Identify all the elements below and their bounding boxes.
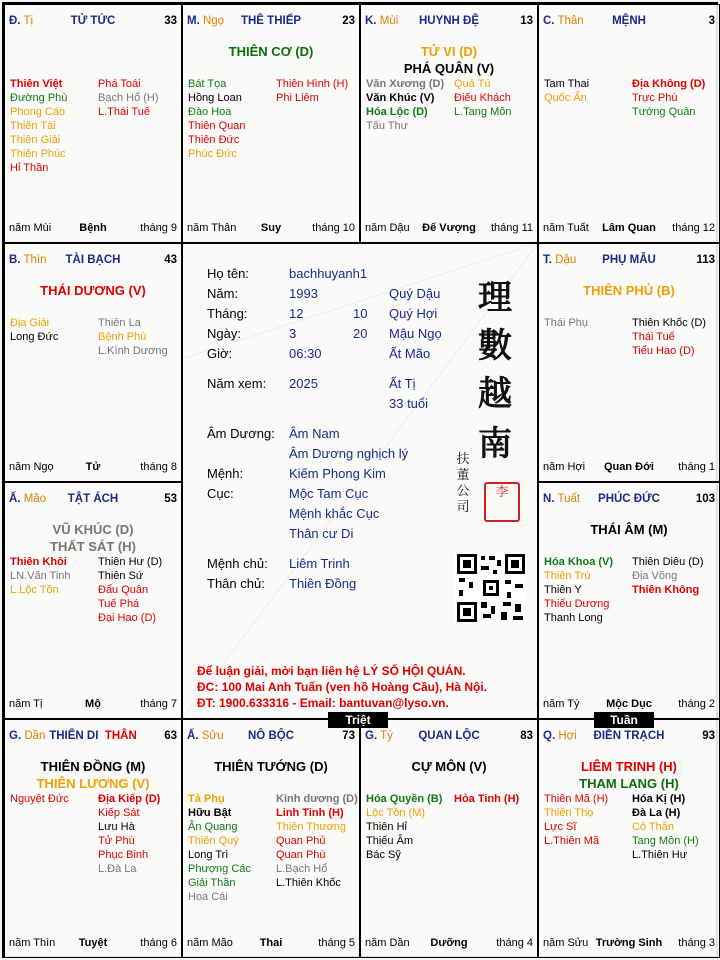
minor-star: Quả Tú (454, 78, 491, 90)
minor-star: Ân Quang (188, 821, 238, 833)
minor-star: Thiên Trù (544, 570, 591, 582)
main-star: THAM LANG (H) (579, 776, 679, 791)
minor-star: Phong Cáo (10, 106, 66, 118)
calligraphy-char-2: 數 (478, 326, 512, 366)
minor-star: Tam Thai (544, 78, 590, 90)
minor-star: Long Trì (188, 849, 229, 861)
minor-star: Thiếu Âm (366, 835, 414, 847)
view-year-can: Ất Tị (389, 376, 416, 391)
minor-star: Thiên Phúc (10, 148, 66, 160)
palace-month: tháng 3 (678, 937, 715, 949)
palace-name: ĐIỀN TRẠCH (593, 730, 665, 742)
palace-year: năm Tị (9, 698, 43, 710)
cuc-relation: Mệnh khắc Cục (289, 506, 380, 521)
palace-branch: N. Tuất (543, 493, 581, 505)
palace-name: THÊ THIẾP (240, 15, 302, 27)
palace-month: tháng 5 (318, 937, 355, 949)
minor-star: Tử Phù (98, 835, 135, 847)
minor-stars-right (276, 792, 358, 890)
hour-can: Ất Mão (389, 346, 431, 361)
minor-star: Thiên La (98, 317, 141, 329)
minor-stars-left (10, 316, 58, 344)
palace-number: 43 (164, 254, 177, 266)
minor-star: Kiếp Sát (98, 807, 140, 819)
day-can: Mậu Ngọ (389, 326, 442, 341)
main-stars (539, 282, 719, 299)
vertical-char-4: 司 (456, 500, 470, 515)
main-star: THIÊN CƠ (D) (228, 44, 314, 59)
main-stars (183, 758, 359, 775)
minor-stars-left (544, 555, 613, 625)
minor-star: Tả Phụ (188, 793, 225, 805)
minor-star: Nguyệt Đức (10, 793, 69, 805)
minor-star: Bệnh Phù (98, 331, 147, 343)
palace-month: tháng 7 (140, 698, 177, 710)
minor-star: Thiên Sứ (98, 570, 144, 582)
minor-star: Thiên Mã (H) (544, 793, 609, 805)
minor-star: Đường Phù (10, 92, 68, 104)
minor-star: Thiên Khốc (D) (632, 317, 706, 329)
palace-name: QUAN LỘC (418, 730, 480, 742)
main-stars (5, 282, 181, 299)
palace-stage: Tuyệt (78, 937, 108, 949)
minor-star: Địa Không (D) (632, 78, 706, 90)
minor-stars-right (98, 555, 162, 625)
name-label: Họ tên: (207, 266, 249, 281)
contact-line-3: ĐT: 1900.633316 - Email: bantuvan@lyso.vn. (197, 696, 449, 710)
palace-year: năm Mùi (9, 222, 52, 234)
palace-year: năm Mão (187, 937, 233, 949)
palace-branch: G. Dần (9, 730, 46, 742)
palace-month: tháng 9 (140, 222, 177, 234)
palace-stage: Thai (259, 937, 283, 949)
amduong-relation: Âm Dương nghịch lý (289, 446, 409, 461)
palace-name: NÔ BỘC (248, 730, 294, 742)
main-stars (539, 758, 719, 792)
day-label: Ngày: (207, 326, 241, 341)
palace-number: 113 (696, 254, 715, 266)
main-star: THIÊN PHỦ (B) (583, 283, 675, 298)
minor-star: L.Thiên Mã (544, 835, 600, 847)
palace-number: 23 (342, 15, 355, 27)
main-star: TỬ VI (D) (420, 44, 478, 59)
than-cu: Thân cư Di (289, 526, 354, 541)
palace-branch: K. Mùi (365, 15, 399, 27)
amduong-value: Âm Nam (289, 426, 340, 441)
palace-year: năm Ngọ (9, 461, 54, 473)
year-value: 1993 (289, 286, 318, 301)
minor-star: Hỏa Tinh (H) (454, 793, 520, 805)
minor-star: Tang Môn (H) (632, 835, 699, 847)
palace-stage: Suy (260, 222, 282, 234)
minor-star: Quan Phủ (276, 835, 326, 847)
palace-number: 93 (702, 730, 715, 742)
minor-star: Lưu Hà (98, 821, 135, 833)
view-year-value: 2025 (289, 376, 318, 391)
palace-branch: C. Thân (543, 15, 584, 27)
calligraphy-char-4: 南 (478, 424, 512, 464)
minor-stars-left (366, 77, 444, 133)
minor-star: Lộc Tồn (M) (366, 807, 426, 819)
minor-stars-right (632, 316, 706, 358)
palace-quy-hoi (538, 719, 720, 958)
minor-star: Đẩu Quân (98, 584, 149, 596)
main-star: THÁI DƯƠNG (V) (40, 283, 146, 298)
minor-star: Thiên Y (544, 584, 582, 596)
main-stars (183, 43, 359, 60)
main-star: THIÊN ĐỒNG (M) (40, 759, 146, 774)
minor-star: Hóa Lộc (D) (366, 106, 428, 118)
minor-stars-left (544, 77, 589, 105)
palace-name: TÀI BẠCH (65, 254, 121, 266)
palace-name: PHỤ MẪU (602, 254, 656, 266)
minor-star: Hỉ Thần (10, 162, 49, 174)
palace-year: năm Dậu (365, 222, 410, 234)
main-star: THIÊN TƯỚNG (D) (214, 759, 328, 774)
main-star: THẤT SÁT (H) (50, 539, 136, 554)
cuc-value: Mộc Tam Cục (289, 486, 369, 501)
palace-ky-mui (360, 4, 538, 243)
palace-number: 103 (695, 493, 715, 505)
minor-star: Thái Tuế (632, 331, 675, 343)
palace-name: MỆNH (612, 15, 646, 27)
tuan-tag: Tuần (594, 712, 654, 728)
palace-giap-ty (360, 719, 538, 958)
minor-stars-left (10, 77, 67, 175)
year-label: Năm: (207, 286, 239, 301)
palace-binh-thin (4, 243, 182, 482)
palace-giap-dan (4, 719, 182, 958)
hour-label: Giờ: (207, 346, 233, 361)
menh-label: Mệnh: (207, 466, 244, 481)
palace-name: THIÊN DI THÂN (49, 730, 137, 742)
day-lunar: 20 (353, 326, 368, 341)
minor-stars-left (10, 555, 71, 597)
main-star: VŨ KHÚC (D) (52, 522, 134, 537)
main-star: CỰ MÔN (V) (411, 759, 487, 774)
main-stars (5, 758, 181, 792)
palace-branch: T. Dậu (543, 254, 577, 266)
minor-star: Đào Hoa (188, 106, 232, 118)
minor-star: Thiên Thọ (544, 807, 594, 819)
month-lunar: 10 (353, 306, 368, 321)
palace-mau-ngo (182, 4, 360, 243)
palace-at-suu (182, 719, 360, 958)
horoscope-chart (2, 2, 718, 958)
palace-year: năm Thân (187, 222, 237, 234)
palace-stage: Mộ (85, 698, 101, 710)
palace-nham-tuat (538, 482, 720, 719)
palace-stage: Lâm Quan (602, 222, 656, 234)
main-stars (361, 43, 537, 77)
palace-stage: Quan Đới (604, 461, 654, 473)
minor-star: Bác Sỹ (366, 849, 401, 861)
palace-stage: Trường Sinh (595, 937, 663, 949)
palace-name: TẬT ÁCH (67, 493, 119, 505)
minor-stars-right (276, 77, 348, 105)
minor-stars-left (544, 316, 588, 330)
vertical-char-1: 扶 (456, 452, 470, 467)
minor-star: Thiếu Dương (544, 598, 610, 610)
minor-star: Thanh Long (544, 612, 603, 624)
palace-month: tháng 4 (496, 937, 533, 949)
minor-star: Hóa Khoa (V) (544, 556, 614, 568)
view-year-label: Năm xem: (207, 376, 267, 391)
minor-star: Long Đức (10, 331, 59, 343)
minor-star: L.Kình Dương (98, 345, 168, 357)
palace-dau-ti (4, 4, 182, 243)
palace-year: năm Tuất (543, 222, 589, 234)
minor-star: Phục Binh (98, 849, 149, 861)
than-chu-value: Thiên Đồng (289, 576, 357, 591)
minor-stars-right (454, 77, 511, 119)
main-stars (361, 758, 537, 775)
minor-star: L.Thiên Hư (632, 849, 688, 861)
minor-star: Phá Toái (98, 78, 141, 90)
minor-star: L.Bạch Hổ (276, 863, 328, 875)
minor-stars-right (98, 316, 168, 358)
palace-stage: Bệnh (79, 222, 107, 234)
minor-star: LN.Văn Tinh (10, 570, 71, 582)
minor-stars-right (98, 77, 159, 119)
palace-year: năm Sửu (543, 937, 589, 949)
palace-stage: Dưỡng (430, 937, 468, 949)
minor-stars-left (10, 792, 69, 806)
amduong-label: Âm Dương: (207, 426, 275, 441)
minor-star: Phi Liêm (276, 92, 319, 104)
palace-at-mao (4, 482, 182, 719)
qr-code (455, 552, 527, 624)
palace-stage: Đế Vượng (422, 222, 476, 234)
main-stars (5, 521, 181, 555)
main-star: THÁI ÂM (M) (590, 522, 668, 537)
palace-month: tháng 8 (140, 461, 177, 473)
contact-line-1: Để luận giải, mời bạn liên hệ LÝ SỐ HỘI QUÁN. (197, 664, 466, 678)
month-can: Quý Hợi (389, 306, 438, 321)
palace-name: PHÚC ĐỨC (598, 493, 660, 505)
minor-star: Phúc Đức (188, 148, 237, 160)
minor-star: Hoa Cái (188, 891, 228, 903)
minor-star: Tướng Quân (632, 106, 696, 118)
minor-star: Kình dương (D) (276, 793, 358, 805)
minor-star: Thiên Hình (H) (276, 78, 349, 90)
palace-year: năm Thìn (9, 937, 56, 949)
minor-star: L.Lộc Tồn (10, 584, 59, 596)
main-star: LIÊM TRINH (H) (580, 759, 678, 774)
than-marker: THÂN (104, 730, 137, 742)
red-seal: 李 (484, 482, 520, 522)
minor-star: Thiên Không (632, 584, 700, 596)
palace-number: 63 (164, 730, 177, 742)
minor-star: Đà La (H) (632, 807, 681, 819)
palace-number: 3 (708, 15, 715, 27)
contact-line-2: ĐC: 100 Mai Anh Tuấn (ven hồ Hoàng Cầu), Hà Nội. (197, 680, 488, 694)
minor-stars-right (632, 77, 705, 119)
minor-stars-left (366, 792, 442, 862)
minor-star: Thiên Giải (10, 134, 61, 146)
month-label: Tháng: (207, 306, 248, 321)
calligraphy-char-1: 理 (478, 278, 512, 318)
palace-branch: Q. Hợi (543, 730, 577, 742)
minor-star: Tấu Thư (366, 120, 409, 132)
minor-star: Văn Xương (D) (366, 78, 445, 90)
minor-stars-left (544, 792, 608, 848)
calligraphy-char-3: 越 (478, 374, 512, 414)
vertical-char-2: 董 (456, 468, 470, 483)
palace-canh-than (538, 4, 720, 243)
palace-number: 53 (164, 493, 177, 505)
menh-chu-label: Mệnh chủ: (207, 556, 268, 571)
minor-star: L.Thái Tuế (98, 106, 150, 118)
minor-star: Trực Phù (632, 92, 678, 104)
palace-stage: Tử (85, 461, 101, 473)
palace-branch: M. Ngọ (187, 15, 225, 27)
minor-star: Hồng Loan (188, 92, 242, 104)
minor-star: Quan Phù (276, 849, 326, 861)
minor-star: Địa Kiếp (D) (98, 793, 161, 805)
palace-tan-dau (538, 243, 720, 482)
minor-star: Thiên Đức (188, 134, 240, 146)
palace-branch: Đ. Tị (9, 15, 34, 27)
day-value: 3 (289, 326, 297, 341)
palace-year: năm Tý (543, 698, 580, 710)
minor-star: Bạch Hổ (H) (98, 92, 159, 104)
minor-star: Hóa Quyền (B) (366, 793, 443, 805)
palace-name: HUYNH ĐỆ (418, 15, 480, 27)
palace-branch: Ấ. Mão (9, 493, 47, 505)
minor-star: Thiên Khôi (10, 556, 67, 568)
palace-month: tháng 10 (312, 222, 355, 234)
palace-branch: G. Tý (365, 730, 393, 742)
minor-star: Giải Thần (188, 877, 236, 889)
palace-name: TỬ TỨC (70, 15, 116, 27)
palace-month: tháng 6 (140, 937, 177, 949)
minor-star: L.Thiên Khốc (276, 877, 341, 889)
cuc-label: Cục: (207, 486, 234, 501)
palace-month: tháng 11 (490, 222, 533, 234)
center-info-panel (182, 243, 538, 719)
minor-star: Điếu Khách (454, 92, 511, 104)
minor-stars-right (632, 792, 699, 862)
minor-star: Lực Sĩ (544, 821, 577, 833)
minor-star: Thiên Việt (10, 78, 63, 90)
minor-star: Linh Tinh (H) (276, 807, 344, 819)
minor-star: Đại Hao (D) (98, 612, 157, 624)
minor-star: Hóa Kị (H) (632, 793, 686, 805)
minor-star: Tiểu Hao (D) (632, 345, 695, 357)
minor-stars-right (632, 555, 704, 597)
palace-number: 33 (164, 15, 177, 27)
vertical-char-3: 公 (456, 484, 470, 499)
main-star: PHÁ QUÂN (V) (403, 61, 495, 76)
minor-star: Hữu Bật (188, 807, 232, 819)
minor-star: Thiên Hư (D) (98, 556, 163, 568)
minor-star: Cô Thần (632, 821, 674, 833)
palace-branch: Ấ. Sửu (187, 730, 224, 742)
minor-stars-right (98, 792, 160, 876)
vertical-text (455, 452, 471, 516)
minor-star: Thiên Tài (10, 120, 56, 132)
minor-star: Thiên Quý (188, 835, 239, 847)
name-value: bachhuyanh1 (289, 266, 368, 281)
palace-year: năm Dần (365, 937, 410, 949)
palace-month: tháng 2 (678, 698, 715, 710)
palace-branch: B. Thìn (9, 254, 47, 266)
palace-year: năm Hợi (543, 461, 586, 473)
minor-star: Phượng Các (188, 863, 251, 875)
minor-star: Tuế Phá (98, 598, 140, 610)
hour-value: 06:30 (289, 346, 322, 361)
year-can: Quý Dậu (389, 286, 441, 301)
than-chu-label: Thân chủ: (207, 576, 265, 591)
palace-number: 73 (342, 730, 355, 742)
minor-star: Thiên Hỉ (366, 821, 407, 833)
age: 33 tuổi (389, 396, 429, 411)
minor-stars-right (454, 792, 519, 806)
minor-stars-left (188, 792, 251, 904)
triet-tag: Triệt (328, 712, 388, 728)
minor-stars-left (188, 77, 245, 161)
minor-star: Thiên Thương (276, 821, 347, 833)
minor-star: Thiên Diêu (D) (632, 556, 704, 568)
palace-month: tháng 12 (672, 222, 715, 234)
minor-star: Bát Tọa (188, 78, 227, 90)
main-star: THIÊN LƯƠNG (V) (36, 776, 150, 791)
minor-star: Quốc Ấn (544, 92, 587, 104)
menh-chu-value: Liêm Trinh (289, 556, 350, 571)
menh-value: Kiếm Phong Kim (289, 466, 386, 481)
palace-number: 13 (520, 15, 533, 27)
minor-star: Thiên Quan (188, 120, 246, 132)
minor-star: Văn Khúc (V) (366, 92, 435, 104)
palace-month: tháng 1 (678, 461, 715, 473)
palace-number: 83 (520, 730, 533, 742)
minor-star: L.Đà La (98, 863, 137, 875)
main-stars (539, 521, 719, 538)
palace-stage: Mộc Dục (606, 698, 652, 710)
minor-star: L.Tang Môn (454, 106, 512, 118)
minor-star: Địa Võng (632, 570, 678, 582)
month-value: 12 (289, 306, 304, 321)
minor-star: Địa Giải (10, 317, 50, 329)
minor-star: Thái Phụ (544, 317, 589, 329)
